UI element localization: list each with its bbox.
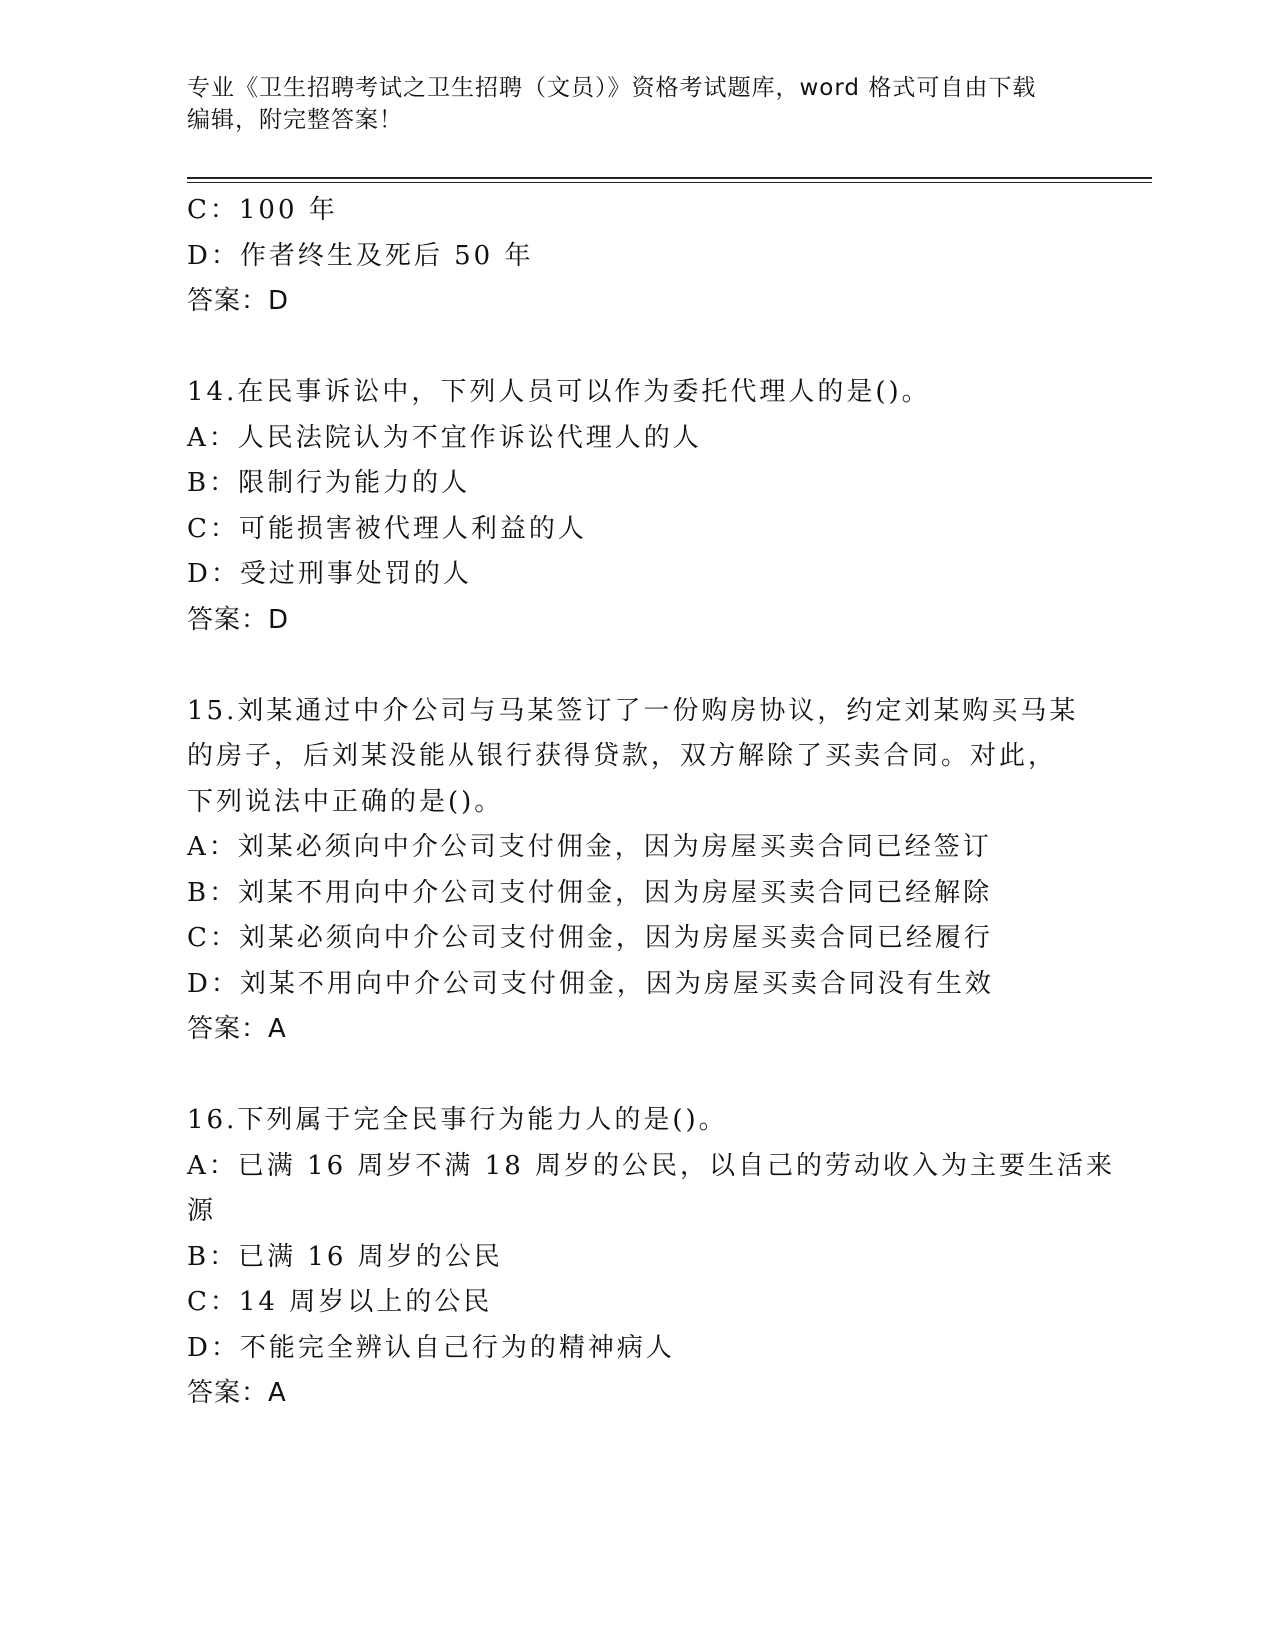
option-d: D：不能完全辨认自己行为的精神病人 — [187, 1332, 675, 1363]
carryover-option-c: C：100 年 — [187, 195, 338, 225]
header-line-2: 编辑，附完整答案！ — [187, 107, 403, 133]
question-16 — [187, 1098, 1116, 1417]
option-c: C：刘某必须向中介公司支付佣金，因为房屋买卖合同已经履行 — [187, 923, 993, 953]
option-a-line-2: 源 — [187, 1196, 217, 1226]
option-b: B：限制行为能力的人 — [187, 468, 471, 498]
question-stem-line-2: 的房子，后刘某没能从银行获得贷款，双方解除了买卖合同。对此， — [187, 741, 1058, 771]
answer: 答案：A — [187, 1014, 287, 1044]
answer: 答案：D — [187, 604, 290, 635]
question-stem: 14.在民事诉讼中，下列人员可以作为委托代理人的是()。 — [187, 377, 931, 407]
option-a: A：刘某必须向中介公司支付佣金，因为房屋买卖合同已经签订 — [187, 832, 992, 862]
option-c: C：14 周岁以上的公民 — [187, 1287, 493, 1317]
question-stem: 16.下列属于完全民事行为能力人的是()。 — [187, 1105, 728, 1135]
option-c: C：可能损害被代理人利益的人 — [187, 513, 587, 544]
header-divider-thick — [187, 177, 1152, 179]
carryover-option-d: D：作者终生及死后 50 年 — [187, 240, 534, 271]
question-stem-line-1: 15.刘某通过中介公司与马某签订了一份购房协议，约定刘某购买马某 — [187, 695, 1079, 726]
option-d: D：受过刑事处罚的人 — [187, 559, 472, 589]
option-a: A：人民法院认为不宜作诉讼代理人的人 — [187, 422, 702, 453]
spacer — [187, 1053, 1087, 1099]
option-b: B：已满 16 周岁的公民 — [187, 1241, 503, 1272]
document-body — [187, 188, 1116, 1417]
header-line-1: 专业《卫生招聘考试之卫生招聘（文员）》资格考试题库，word 格式可自由下载 — [187, 75, 1037, 101]
question-stem-line-3: 下列说法中正确的是()。 — [187, 786, 504, 817]
document-header — [187, 72, 1067, 136]
spacer — [187, 643, 1087, 689]
option-d: D：刘某不用向中介公司支付佣金，因为房屋买卖合同没有生效 — [187, 968, 994, 999]
option-b: B：刘某不用向中介公司支付佣金，因为房屋买卖合同已经解除 — [187, 877, 993, 908]
option-a-line-1: A：已满 16 周岁不满 18 周岁的公民，以自己的劳动收入为主要生活来 — [187, 1150, 1116, 1181]
question-15 — [187, 689, 1087, 1053]
carryover-answer: 答案：D — [187, 286, 290, 316]
question-14 — [187, 370, 1087, 643]
spacer — [187, 325, 1087, 371]
header-divider-thin — [187, 182, 1152, 183]
answer: 答案：A — [187, 1378, 287, 1408]
